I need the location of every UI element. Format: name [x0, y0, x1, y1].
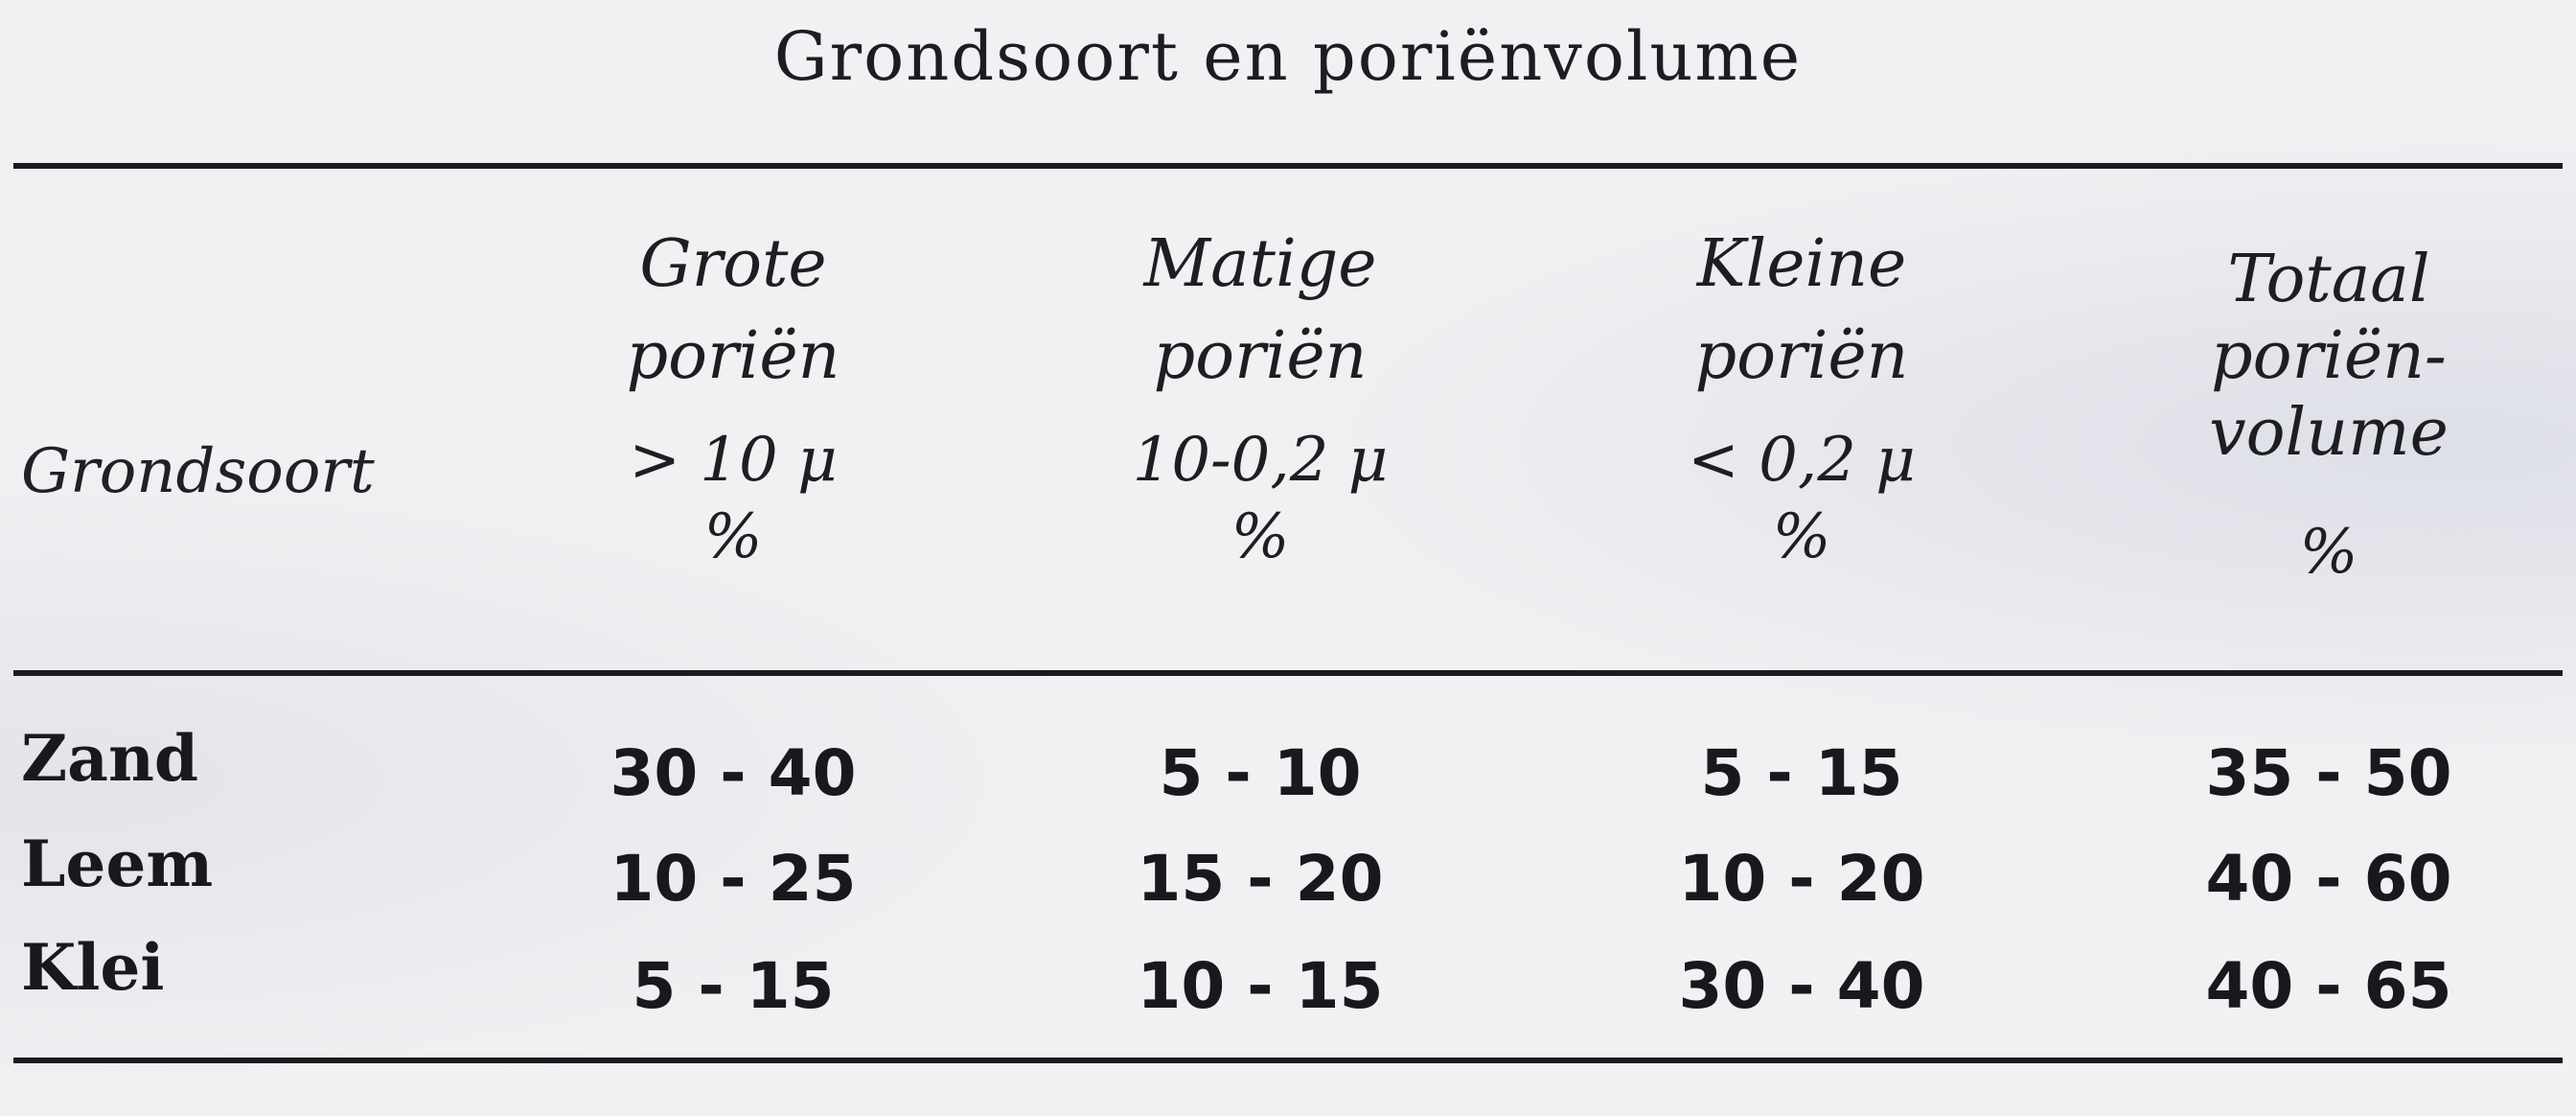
table-cell: 30 - 40 — [610, 736, 857, 810]
table-title: Grondsoort en poriënvolume — [773, 17, 1803, 96]
column-range: 10-0,2 μ — [1132, 425, 1389, 496]
column-header-matige-porien — [1049, 219, 1471, 575]
column-name-line1: Totaal — [2227, 242, 2430, 317]
column-range: > 10 μ — [629, 425, 838, 496]
table-cell: 35 - 50 — [2205, 736, 2452, 810]
table-cell: 10 - 15 — [1137, 949, 1384, 1023]
column-header-totaal-porienvolume — [2118, 242, 2540, 591]
column-unit: % — [1772, 501, 1831, 572]
column-name-line2: poriën — [1694, 318, 1909, 394]
row-label-leem: Leem — [21, 826, 214, 901]
column-unit: % — [703, 501, 763, 572]
table-cell: 10 - 20 — [1678, 842, 1925, 916]
row-label-klei: Klei — [21, 930, 165, 1005]
table-cell: 10 - 25 — [610, 842, 857, 916]
column-name-line1: Grote — [639, 226, 827, 302]
table-cell: 40 - 60 — [2205, 842, 2452, 916]
column-name-line2: poriën — [1153, 318, 1368, 394]
table-cell: 40 - 65 — [2205, 949, 2452, 1023]
header-rule — [13, 670, 2563, 676]
column-unit: % — [1230, 501, 1290, 572]
column-name-line3: volume — [2209, 395, 2449, 471]
column-header-kleine-porien — [1591, 219, 2012, 575]
table-cell: 5 - 15 — [1700, 736, 1903, 810]
column-name-line1: Matige — [1143, 226, 1377, 302]
column-name-line2: poriën- — [2211, 318, 2447, 394]
stub-header: Grondsoort — [21, 436, 375, 507]
column-name-line1: Kleine — [1696, 226, 1907, 302]
column-header-grote-porien — [522, 219, 944, 575]
bottom-rule — [13, 1058, 2563, 1063]
table-cell: 5 - 15 — [632, 949, 835, 1023]
column-unit: % — [2299, 517, 2358, 588]
column-range: < 0,2 μ — [1688, 425, 1916, 496]
table-cell: 15 - 20 — [1137, 842, 1384, 916]
table-cell: 5 - 10 — [1159, 736, 1362, 810]
row-label-zand: Zand — [21, 721, 199, 796]
table-cell: 30 - 40 — [1678, 949, 1925, 1023]
column-name-line2: poriën — [626, 318, 840, 394]
top-rule — [13, 163, 2563, 169]
